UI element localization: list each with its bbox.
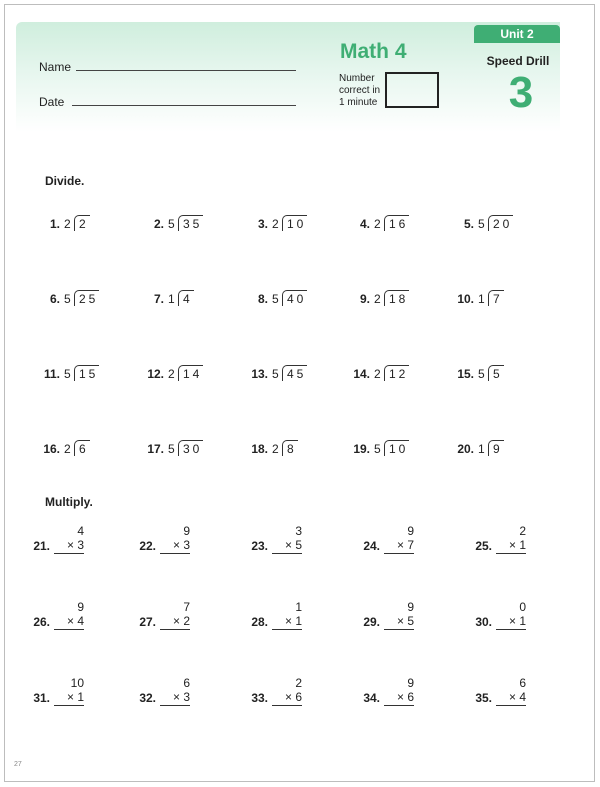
- problem-number: [232, 691, 268, 711]
- dividend: 35: [178, 215, 203, 231]
- problem-number: [232, 539, 268, 559]
- problem-number-text: 8.: [257, 292, 268, 306]
- multiplier: × 1: [496, 614, 526, 630]
- multiplier: × 3: [160, 538, 190, 554]
- problem-number-text: 10.: [457, 292, 474, 306]
- multiplication-problem: [272, 676, 302, 706]
- problem-number-text: 26.: [33, 615, 50, 629]
- multiplicand: 6: [519, 676, 526, 690]
- problem-number-text: 19.: [353, 442, 370, 456]
- divisor: 2: [374, 217, 381, 231]
- multiplication-problem: [496, 676, 526, 706]
- division-problem: [168, 292, 218, 312]
- name-label: Name: [39, 60, 72, 74]
- divisor: 1: [168, 292, 175, 306]
- divisor: 2: [374, 292, 381, 306]
- problem-number-text: 18.: [251, 442, 268, 456]
- multiplication-problem: [160, 524, 190, 554]
- divisor: 5: [168, 442, 175, 456]
- dividend: 6: [74, 440, 90, 456]
- multiplication-problem: [160, 600, 190, 630]
- problem-number-text: 11.: [43, 367, 60, 381]
- dividend: 20: [488, 215, 513, 231]
- problem-number-text: 2.: [153, 217, 164, 231]
- problem-number: [120, 539, 156, 559]
- problem-number: [438, 367, 474, 387]
- unit-tab: Unit 2: [474, 25, 560, 43]
- problem-number-text: 23.: [251, 539, 268, 553]
- problem-number-text: 28.: [251, 615, 268, 629]
- division-problem: [478, 217, 528, 237]
- multiplier: × 7: [384, 538, 414, 554]
- multiplicand: 9: [77, 600, 84, 614]
- division-problem: [272, 292, 322, 312]
- problem-number: [24, 442, 60, 462]
- division-problem: [478, 442, 528, 462]
- problem-number-text: 34.: [363, 691, 380, 705]
- divisor: 2: [272, 217, 279, 231]
- multiplicand: 9: [407, 600, 414, 614]
- multiplicand: 3: [295, 524, 302, 538]
- multiplication-problem: [272, 600, 302, 630]
- divisor: 2: [272, 442, 279, 456]
- problem-number-text: 31.: [33, 691, 50, 705]
- division-problem: [374, 367, 424, 387]
- dividend: 12: [384, 365, 409, 381]
- multiplication-problem: [54, 676, 84, 706]
- score-box[interactable]: [385, 72, 439, 108]
- problem-number-text: 6.: [49, 292, 60, 306]
- problem-number: [14, 615, 50, 635]
- division-problem: [272, 442, 322, 462]
- problem-number: [232, 615, 268, 635]
- problem-number: [120, 691, 156, 711]
- division-problem: [64, 442, 114, 462]
- problem-number: [24, 217, 60, 237]
- number-correct-line: 1 minute: [339, 97, 378, 108]
- problem-number-text: 13.: [251, 367, 268, 381]
- division-problem: [64, 367, 114, 387]
- problem-number-text: 12.: [147, 367, 164, 381]
- problem-number-text: 27.: [139, 615, 156, 629]
- division-problem: [168, 367, 218, 387]
- divisor: 1: [478, 442, 485, 456]
- dividend: 16: [384, 215, 409, 231]
- multiplicand: 0: [519, 600, 526, 614]
- divisor: 1: [478, 292, 485, 306]
- dividend: 45: [282, 365, 307, 381]
- number-correct-line: correct in: [339, 85, 381, 96]
- divisor: 5: [478, 367, 485, 381]
- division-problem: [374, 442, 424, 462]
- problem-number: [334, 367, 370, 387]
- dividend: 8: [282, 440, 298, 456]
- multiplier: × 3: [160, 690, 190, 706]
- dividend: 40: [282, 290, 307, 306]
- problem-number: [334, 217, 370, 237]
- multiplicand: 7: [183, 600, 190, 614]
- problem-number-text: 33.: [251, 691, 268, 705]
- problem-number-text: 25.: [475, 539, 492, 553]
- division-problem: [168, 217, 218, 237]
- problem-number-text: 16.: [43, 442, 60, 456]
- problem-number-text: 24.: [363, 539, 380, 553]
- multiplicand: 1: [295, 600, 302, 614]
- problem-number-text: 1.: [49, 217, 60, 231]
- divisor: 5: [272, 292, 279, 306]
- divide-heading: Divide.: [45, 174, 85, 188]
- multiplier: × 1: [272, 614, 302, 630]
- problem-number: [344, 539, 380, 559]
- dividend: 4: [178, 290, 194, 306]
- multiplication-problem: [384, 524, 414, 554]
- divisor: 5: [374, 442, 381, 456]
- multiplicand: 2: [519, 524, 526, 538]
- multiplicand: 9: [183, 524, 190, 538]
- multiplier: × 3: [54, 538, 84, 554]
- problem-number-text: 29.: [363, 615, 380, 629]
- problem-number: [14, 691, 50, 711]
- problem-number: [334, 292, 370, 312]
- multiplicand: 6: [183, 676, 190, 690]
- problem-number: [456, 691, 492, 711]
- division-problem: [64, 292, 114, 312]
- problem-number-text: 30.: [475, 615, 492, 629]
- dividend: 10: [384, 440, 409, 456]
- multiplication-problem: [496, 600, 526, 630]
- problem-number: [456, 615, 492, 635]
- date-field[interactable]: [72, 105, 296, 106]
- problem-number: [438, 292, 474, 312]
- worksheet-title: Math 4: [340, 40, 407, 63]
- multiplication-problem: [54, 600, 84, 630]
- problem-number-text: 7.: [153, 292, 164, 306]
- multiplier: × 4: [496, 690, 526, 706]
- problem-number-text: 32.: [139, 691, 156, 705]
- problem-number-text: 22.: [139, 539, 156, 553]
- division-problem: [64, 217, 114, 237]
- multiplication-problem: [384, 676, 414, 706]
- problem-number-text: 4.: [359, 217, 370, 231]
- divisor: 5: [64, 292, 71, 306]
- multiplication-problem: [54, 524, 84, 554]
- divisor: 5: [64, 367, 71, 381]
- multiplier: × 2: [160, 614, 190, 630]
- dividend: 10: [282, 215, 307, 231]
- problem-number-text: 9.: [359, 292, 370, 306]
- problem-number-text: 5.: [463, 217, 474, 231]
- multiplication-problem: [496, 524, 526, 554]
- multiplier: × 1: [54, 690, 84, 706]
- division-problem: [374, 217, 424, 237]
- problem-number: [128, 442, 164, 462]
- dividend: 5: [488, 365, 504, 381]
- speed-drill-label: Speed Drill: [486, 54, 550, 68]
- multiply-heading: Multiply.: [45, 495, 93, 509]
- problem-number: [128, 217, 164, 237]
- problem-number: [438, 442, 474, 462]
- multiplicand: 10: [70, 676, 84, 690]
- dividend: 14: [178, 365, 203, 381]
- problem-number-text: 17.: [147, 442, 164, 456]
- divisor: 2: [64, 442, 71, 456]
- multiplier: × 5: [272, 538, 302, 554]
- dividend: 9: [488, 440, 504, 456]
- problem-number: [344, 615, 380, 635]
- divisor: 2: [64, 217, 71, 231]
- problem-number: [438, 217, 474, 237]
- problem-number: [344, 691, 380, 711]
- dividend: 30: [178, 440, 203, 456]
- division-problem: [478, 367, 528, 387]
- division-problem: [272, 367, 322, 387]
- problem-number: [232, 292, 268, 312]
- division-problem: [374, 292, 424, 312]
- drill-number: 3: [508, 68, 534, 117]
- multiplicand: 4: [77, 524, 84, 538]
- page-number: 27: [14, 761, 22, 768]
- problem-number-text: 20.: [457, 442, 474, 456]
- problem-number: [120, 615, 156, 635]
- multiplier: × 1: [496, 538, 526, 554]
- multiplier: × 6: [384, 690, 414, 706]
- multiplier: × 6: [272, 690, 302, 706]
- divisor: 2: [374, 367, 381, 381]
- problem-number: [128, 292, 164, 312]
- divisor: 5: [168, 217, 175, 231]
- multiplicand: 9: [407, 524, 414, 538]
- divisor: 5: [478, 217, 485, 231]
- problem-number-text: 15.: [457, 367, 474, 381]
- problem-number: [24, 292, 60, 312]
- problem-number: [334, 442, 370, 462]
- multiplication-problem: [384, 600, 414, 630]
- problem-number: [232, 442, 268, 462]
- number-correct-label: [339, 73, 387, 109]
- problem-number: [128, 367, 164, 387]
- divisor: 2: [168, 367, 175, 381]
- number-correct-line: Number: [339, 73, 375, 84]
- multiplicand: 9: [407, 676, 414, 690]
- problem-number-text: 14.: [353, 367, 370, 381]
- divisor: 5: [272, 367, 279, 381]
- division-problem: [478, 292, 528, 312]
- multiplicand: 2: [295, 676, 302, 690]
- division-problem: [168, 442, 218, 462]
- problem-number: [456, 539, 492, 559]
- dividend: 15: [74, 365, 99, 381]
- multiplier: × 5: [384, 614, 414, 630]
- problem-number: [24, 367, 60, 387]
- problem-number: [232, 367, 268, 387]
- date-label: Date: [39, 95, 65, 109]
- dividend: 7: [488, 290, 504, 306]
- multiplier: × 4: [54, 614, 84, 630]
- problem-number: [232, 217, 268, 237]
- multiplication-problem: [160, 676, 190, 706]
- dividend: 18: [384, 290, 409, 306]
- division-problem: [272, 217, 322, 237]
- problem-number-text: 21.: [33, 539, 50, 553]
- dividend: 25: [74, 290, 99, 306]
- problem-number-text: 3.: [257, 217, 268, 231]
- multiplication-problem: [272, 524, 302, 554]
- dividend: 2: [74, 215, 90, 231]
- name-field[interactable]: [76, 70, 296, 71]
- problem-number-text: 35.: [475, 691, 492, 705]
- problem-number: [14, 539, 50, 559]
